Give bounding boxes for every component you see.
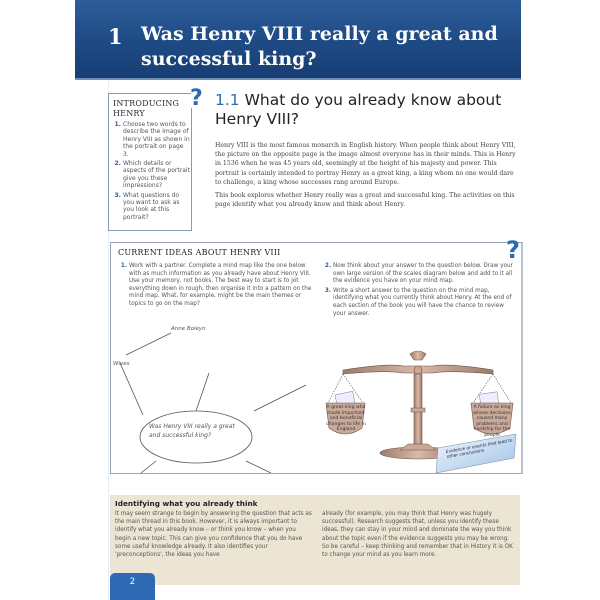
scales-diagram [318, 348, 518, 473]
left-pan-label: A great king who made important and beneficial changes to life in England [326, 405, 366, 433]
right-pan-label: A failure as king whose decisions caused many problems and hardship for the people [473, 405, 511, 438]
paragraph: This book explores whether Henry really was a great and successful king. The activities on this page identify what you already know and think about Henry. [215, 192, 515, 209]
ideas-left-list [117, 263, 312, 309]
ideas-left-column [117, 263, 312, 309]
section-body [215, 141, 517, 213]
list-item: 3. What questions do you want to ask as you look at this portrait? [123, 192, 191, 222]
list-item: 1. Choose two words to describe the image of Henry VIII as shown in the portrait on page 3. [123, 121, 191, 158]
introducing-henry-box [108, 93, 191, 231]
chapter-number: 1 [108, 24, 123, 49]
question-mark-icon: ? [190, 86, 203, 111]
identifying-box [110, 495, 520, 585]
section-title [215, 91, 515, 129]
mind-map [111, 318, 321, 473]
list-item: 1. Work with a partner. Complete a mind map like the one below with as much information as you already have about Henry VIII. Use your memory, not books. The best way to start is to jot everything down in rough, then organise it into a pattern on the mind map. What, for example, might be the main themes or topics to go on the map? [129, 263, 312, 309]
evidence-card-label: Evidence or events that lead to other conclusions [445, 438, 513, 461]
ideas-right-column [321, 263, 516, 320]
identifying-right-text: already (for example, you may think that Henry was hugely successful). Research suggests that, unless you identify these ideas, they can stay in your mind and dominate the way you think about the topic even if the evidence suggests you may be wrong. So be careful – keep thinking and remember that in History it is OK to change your mind as you learn more. [322, 511, 513, 559]
chapter-title: Was Henry VIII really a great and successful king? [141, 23, 498, 70]
identifying-heading: Identifying what you already think [115, 499, 258, 508]
mind-map-branch-label: Anne Boleyn [171, 326, 206, 332]
page-number: 2 [110, 573, 155, 600]
intro-question-list [109, 121, 191, 221]
current-ideas-box [110, 242, 523, 474]
paragraph: Henry VIII is the most famous monarch in English history. When people think about Henry VIII, the picture on the opposite page is the image almost everyone has in their minds. This is Henry in 1536 when he was 45 years old, seemingly at the height of his majesty and power. This portrait is certainly intended to portray Henry as a great king, a king whom no one would dare to challenge, a king whose successes rang around Europe. [215, 142, 516, 186]
mind-map-drawing [111, 318, 321, 473]
intro-box-divider [191, 108, 192, 231]
intro-heading-line2: HENRY [113, 109, 145, 118]
list-item: 3. Write a short answer to the question on the mind map, identifying what you currently think about Henry. At the end of each section of the book you will have the chance to review your answer. [333, 288, 516, 318]
ideas-right-list [321, 263, 516, 318]
mind-map-branch-label: Wives [113, 361, 130, 367]
identifying-left-text: It may seem strange to begin by answering the question that acts as the main thread in this book. However, it is always important to identify what you already know – or think you know – when you begin a new topic. This can give you confidence that you do have some useful knowledge already. It also identifies your 'preconceptions', the ideas you have [115, 511, 312, 559]
section-number: 1.1 [215, 91, 240, 109]
chapter-banner [75, 0, 521, 80]
section-title-text: What do you already know about Henry VIII? [215, 91, 502, 128]
list-item: 2. Which details or aspects of the portrait give you these impressions? [123, 160, 191, 190]
list-item: 2. Now think about your answer to the question below. Draw your own large version of the scales diagram below and add to it all the evidence you have on your mind map. [333, 263, 516, 286]
intro-heading-line1: INTRODUCING [113, 99, 180, 108]
current-ideas-heading: CURRENT IDEAS ABOUT HENRY VIII [118, 248, 281, 257]
mind-map-center-question: Was Henry VIII really a great and successful king? [149, 423, 235, 439]
intro-box-heading [113, 99, 191, 119]
question-mark-icon: ? [506, 236, 520, 264]
